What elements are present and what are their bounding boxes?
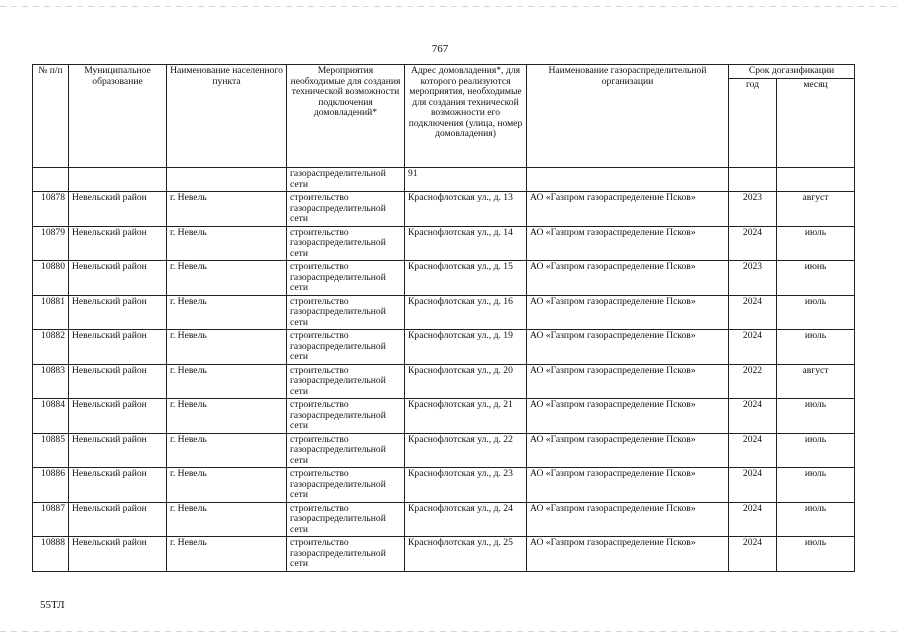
cell-settlement: г. Невель (167, 330, 287, 365)
cell-measure: строительство газораспределительной сети (287, 261, 405, 296)
cell-org: АО «Газпром газораспределение Псков» (527, 399, 729, 434)
cell-measure: газораспределительной сети (287, 168, 405, 192)
cell-address: Краснофлотская ул., д. 25 (405, 537, 527, 572)
cell-measure: строительство газораспределительной сети (287, 295, 405, 330)
cell-month: июль (777, 537, 855, 572)
cell-org: АО «Газпром газораспределение Псков» (527, 226, 729, 261)
cell-municipal: Невельский район (69, 295, 167, 330)
cell-municipal: Невельский район (69, 433, 167, 468)
cell-year: 2024 (729, 468, 777, 503)
header-month: месяц (777, 79, 855, 168)
scan-artifact-top (0, 6, 899, 7)
cell-settlement: г. Невель (167, 364, 287, 399)
header-address: Адрес домовладения*, для которого реализуются мероприятия, необходимые для создания технической возможности его подключения (улица, номер домовладения) (405, 65, 527, 168)
cell-settlement: г. Невель (167, 502, 287, 537)
cell-address: Краснофлотская ул., д. 20 (405, 364, 527, 399)
cell-empty (167, 168, 287, 192)
cell-measure: строительство газораспределительной сети (287, 330, 405, 365)
cell-address: Краснофлотская ул., д. 13 (405, 192, 527, 227)
cell-num: 10882 (33, 330, 69, 365)
cell-settlement: г. Невель (167, 399, 287, 434)
cell-year: 2024 (729, 330, 777, 365)
cell-measure: строительство газораспределительной сети (287, 537, 405, 572)
table-row (33, 433, 855, 468)
cell-year: 2024 (729, 226, 777, 261)
table-row (33, 364, 855, 399)
cell-month: август (777, 192, 855, 227)
cell-settlement: г. Невель (167, 226, 287, 261)
table-row (33, 537, 855, 572)
cell-year: 2024 (729, 502, 777, 537)
table-header-row (33, 65, 855, 79)
cell-settlement: г. Невель (167, 468, 287, 503)
header-year: год (729, 79, 777, 168)
cell-measure: строительство газораспределительной сети (287, 433, 405, 468)
cell-month: июль (777, 330, 855, 365)
table-row (33, 192, 855, 227)
table-row (33, 295, 855, 330)
table-row (33, 468, 855, 503)
cell-empty (777, 168, 855, 192)
cell-year: 2024 (729, 399, 777, 434)
cell-year: 2024 (729, 537, 777, 572)
table-row (33, 502, 855, 537)
cell-address: Краснофлотская ул., д. 21 (405, 399, 527, 434)
cell-address: Краснофлотская ул., д. 19 (405, 330, 527, 365)
cell-month: июль (777, 502, 855, 537)
cell-address: Краснофлотская ул., д. 24 (405, 502, 527, 537)
continuation-row (33, 168, 855, 192)
cell-num: 10878 (33, 192, 69, 227)
cell-org: АО «Газпром газораспределение Псков» (527, 364, 729, 399)
cell-num: 10886 (33, 468, 69, 503)
cell-address: Краснофлотская ул., д. 16 (405, 295, 527, 330)
cell-measure: строительство газораспределительной сети (287, 226, 405, 261)
cell-measure: строительство газораспределительной сети (287, 399, 405, 434)
cell-address: Краснофлотская ул., д. 23 (405, 468, 527, 503)
cell-municipal: Невельский район (69, 502, 167, 537)
cell-num: 10885 (33, 433, 69, 468)
cell-month: июль (777, 468, 855, 503)
cell-empty (527, 168, 729, 192)
header-municipal: Муниципальное образование (69, 65, 167, 168)
cell-measure: строительство газораспределительной сети (287, 364, 405, 399)
cell-month: август (777, 364, 855, 399)
cell-measure: строительство газораспределительной сети (287, 502, 405, 537)
cell-num: 10881 (33, 295, 69, 330)
cell-num: 10884 (33, 399, 69, 434)
cell-municipal: Невельский район (69, 468, 167, 503)
cell-settlement: г. Невель (167, 192, 287, 227)
cell-month: июль (777, 295, 855, 330)
cell-empty (33, 168, 69, 192)
header-term: Срок догазификации (729, 65, 855, 79)
cell-month: июль (777, 433, 855, 468)
cell-municipal: Невельский район (69, 226, 167, 261)
cell-org: АО «Газпром газораспределение Псков» (527, 433, 729, 468)
cell-year: 2024 (729, 295, 777, 330)
cell-municipal: Невельский район (69, 261, 167, 296)
cell-settlement: г. Невель (167, 537, 287, 572)
footer-code: 55ТЛ (40, 599, 65, 611)
table-row (33, 226, 855, 261)
cell-num: 10887 (33, 502, 69, 537)
cell-month: июль (777, 226, 855, 261)
cell-address: Краснофлотская ул., д. 15 (405, 261, 527, 296)
cell-org: АО «Газпром газораспределение Псков» (527, 502, 729, 537)
gasification-table (32, 64, 855, 572)
cell-address: 91 (405, 168, 527, 192)
cell-year: 2022 (729, 364, 777, 399)
cell-org: АО «Газпром газораспределение Псков» (527, 537, 729, 572)
table-row (33, 330, 855, 365)
cell-municipal: Невельский район (69, 330, 167, 365)
header-num: № п/п (33, 65, 69, 168)
cell-num: 10888 (33, 537, 69, 572)
cell-settlement: г. Невель (167, 433, 287, 468)
header-org: Наименование газораспределительной организации (527, 65, 729, 168)
cell-org: АО «Газпром газораспределение Псков» (527, 192, 729, 227)
cell-settlement: г. Невель (167, 261, 287, 296)
scan-artifact-bottom (0, 631, 899, 632)
cell-municipal: Невельский район (69, 192, 167, 227)
cell-empty (69, 168, 167, 192)
cell-municipal: Невельский район (69, 399, 167, 434)
cell-year: 2024 (729, 433, 777, 468)
cell-measure: строительство газораспределительной сети (287, 192, 405, 227)
cell-org: АО «Газпром газораспределение Псков» (527, 261, 729, 296)
cell-year: 2023 (729, 192, 777, 227)
cell-municipal: Невельский район (69, 537, 167, 572)
table-row (33, 261, 855, 296)
table-row (33, 399, 855, 434)
cell-num: 10880 (33, 261, 69, 296)
header-settlement: Наименование населенного пункта (167, 65, 287, 168)
cell-org: АО «Газпром газораспределение Псков» (527, 468, 729, 503)
cell-month: июнь (777, 261, 855, 296)
cell-org: АО «Газпром газораспределение Псков» (527, 295, 729, 330)
cell-org: АО «Газпром газораспределение Псков» (527, 330, 729, 365)
cell-num: 10879 (33, 226, 69, 261)
cell-municipal: Невельский район (69, 364, 167, 399)
cell-year: 2023 (729, 261, 777, 296)
cell-address: Краснофлотская ул., д. 22 (405, 433, 527, 468)
cell-empty (729, 168, 777, 192)
cell-measure: строительство газораспределительной сети (287, 468, 405, 503)
cell-address: Краснофлотская ул., д. 14 (405, 226, 527, 261)
header-measures: Мероприятия необходимые для создания технической возможности подключения домовладений* (287, 65, 405, 168)
page-number: 767 (431, 43, 449, 55)
cell-settlement: г. Невель (167, 295, 287, 330)
cell-month: июль (777, 399, 855, 434)
cell-num: 10883 (33, 364, 69, 399)
